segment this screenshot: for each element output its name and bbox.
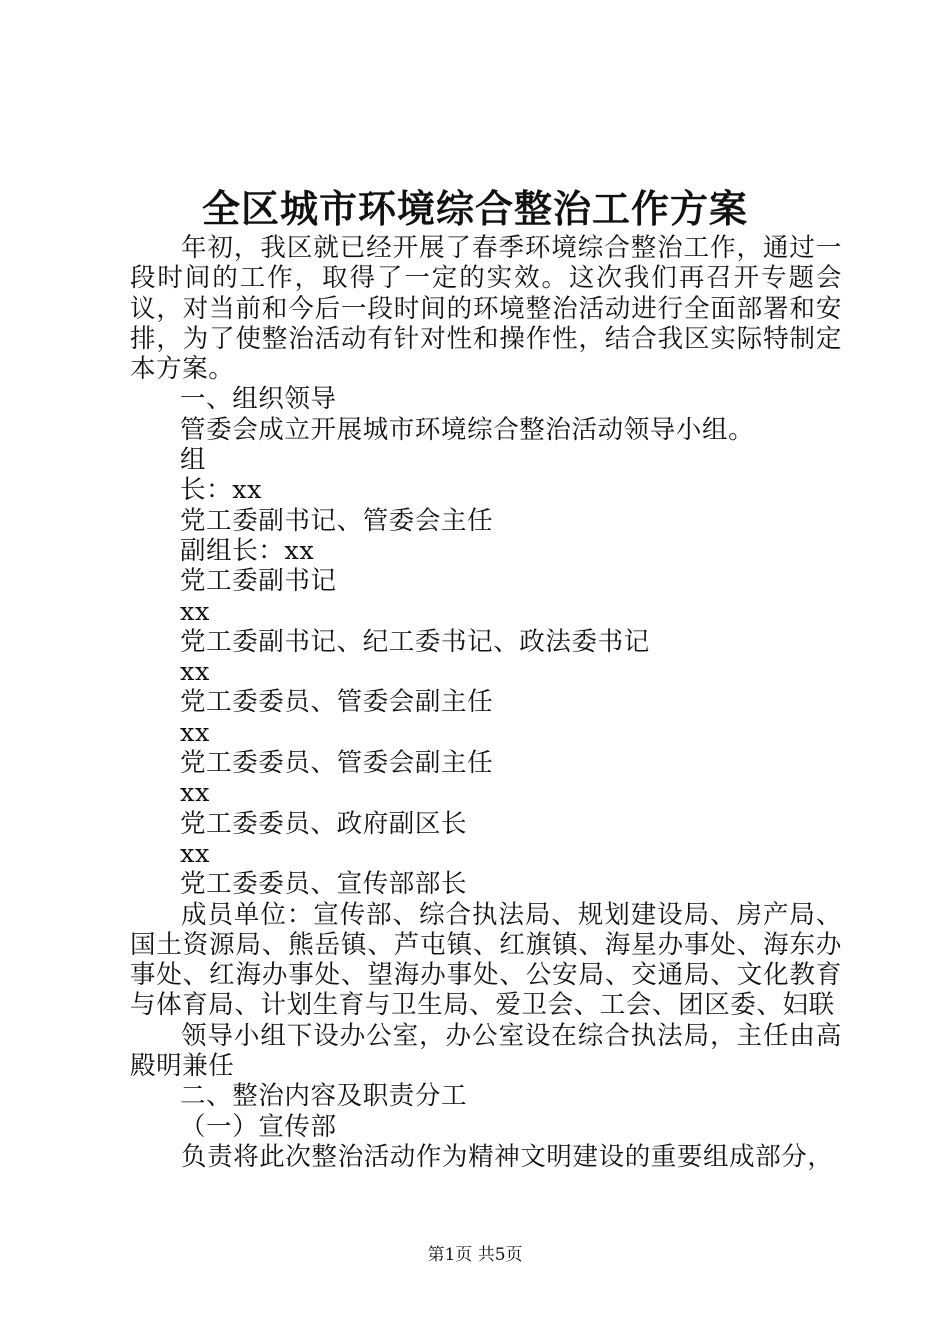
list-item: 党工委副书记 (180, 566, 337, 597)
list-item: 长：xx (180, 475, 263, 506)
document-title: 全区城市环境综合整治工作方案 (201, 186, 748, 231)
section-heading-1: 一、组织领导 (180, 384, 337, 415)
paragraph: 负责将此次整治活动作为精神文明建设的重要组成部分， (181, 1141, 834, 1172)
list-item: 党工委副书记、管委会主任 (180, 505, 494, 536)
list-item: xx (180, 838, 210, 869)
list-item: 党工委副书记、纪工委书记、政法委书记 (180, 626, 650, 657)
list-item: xx (180, 596, 210, 627)
paragraph-members: 成员单位：宣传部、综合执法局、规划建设局、房产局、国土资源局、熊岳镇、芦屯镇、红旗镇、海星办事处、海东办事处、红海办事处、望海办事处、公安局、交通局、文化教育与体育局、计划生育与卫生局、爱卫会、工会、团区委、妇联 (130, 899, 842, 1021)
paragraph-intro: 年初，我区就已经开展了春季环境综合整治工作，通过一段时间的工作，取得了一定的实效。这次我们再召开专题会议，对当前和今后一段时间的环境整治活动进行全面部署和安排，为了使整治活动有针对性和操作性，结合我区实际特制定本方案。 (130, 233, 842, 385)
page-number: 第1页 共5页 (427, 1245, 523, 1265)
section-heading-2: 二、整治内容及职责分工 (180, 1081, 468, 1112)
list-item: 组 (180, 445, 207, 476)
list-item: xx (180, 778, 210, 809)
paragraph: 管委会成立开展城市环境综合整治活动领导小组。 (180, 414, 755, 445)
list-item: 副组长：xx (180, 535, 315, 566)
list-item: 党工委委员、管委会副主任 (180, 748, 494, 779)
list-item: 党工委委员、宣传部部长 (180, 869, 468, 900)
document-body (130, 233, 842, 1172)
list-item: 党工委委员、管委会副主任 (180, 687, 494, 718)
subsection-heading: （一）宣传部 (180, 1111, 337, 1142)
list-item: 党工委委员、政府副区长 (180, 808, 468, 839)
paragraph-office: 领导小组下设办公室，办公室设在综合执法局，主任由高殿明兼任 (130, 1020, 842, 1082)
list-item: xx (180, 717, 210, 748)
list-item: xx (180, 657, 210, 688)
